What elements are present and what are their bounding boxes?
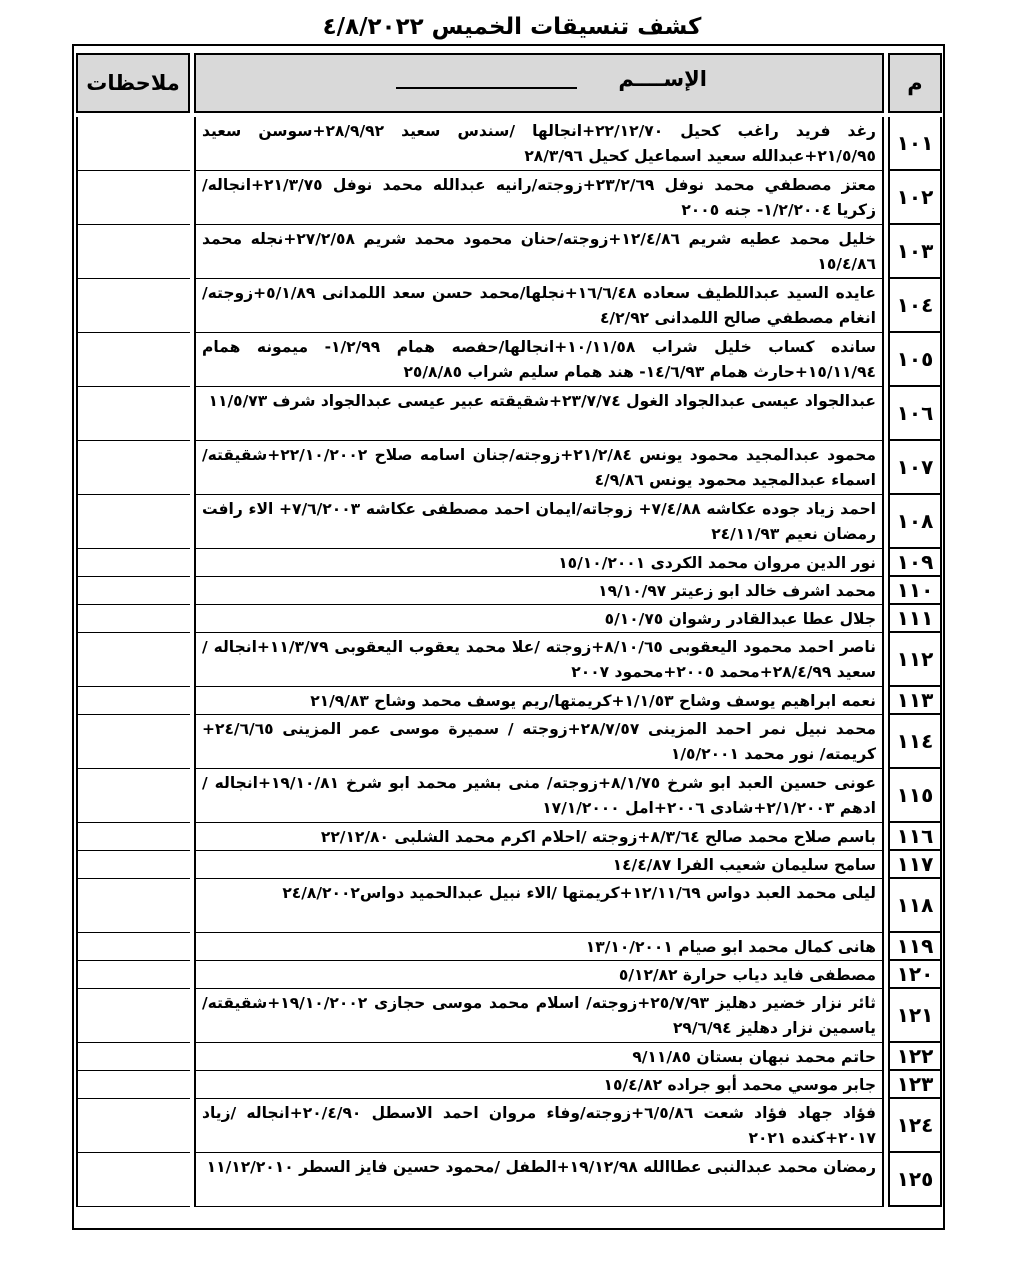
row-name-details: سانده كساب خليل شراب ١٠/١١/٥٨+انجالها/حفصه همام ١/٢/٩٩- ميمونه همام ١٥/١١/٩٤+حارث همام ١٤/٦/٩٣- هند همام سليم شراب ٢٥/٨/٨٥ (194, 333, 884, 387)
row-number: ١٠٧ (888, 441, 942, 495)
row-number: ١١٣ (888, 687, 942, 715)
table-row (76, 333, 942, 387)
table-row (76, 823, 942, 851)
table-row (76, 687, 942, 715)
row-number: ١٢٢ (888, 1043, 942, 1071)
row-notes (76, 1043, 190, 1071)
row-name-details: جلال عطا عبدالقادر رشوان ٥/١٠/٧٥ (194, 605, 884, 633)
table-row (76, 387, 942, 441)
row-number: ١٠٨ (888, 495, 942, 549)
row-number: ١١٤ (888, 715, 942, 769)
row-notes (76, 989, 190, 1043)
row-name-details: ليلى محمد العبد دواس ١٢/١١/٦٩+كريمتها /الاء نبيل عبدالحميد دواس٢٤/٨/٢٠٠٢ (194, 879, 884, 933)
table-row (76, 1071, 942, 1099)
row-name-details: محمد نبيل نمر احمد المزينى ٢٨/٧/٥٧+زوجته / سميرة موسى عمر المزينى ٢٤/٦/٦٥+ كريمته/ نور محمد ١/٥/٢٠٠١ (194, 715, 884, 769)
table-row (76, 851, 942, 879)
row-name-details: فؤاد جهاد فؤاد شعت ٦/٥/٨٦+زوجته/وفاء مروان احمد الاسطل ٢٠/٤/٩٠+انجاله /زياد ٢٠١٧+كنده ٢٠٢١ (194, 1099, 884, 1153)
row-number: ١١٠ (888, 577, 942, 605)
row-name-details: جابر موسي محمد أبو جراده ١٥/٤/٨٢ (194, 1071, 884, 1099)
row-notes (76, 1153, 190, 1207)
row-name-details: عبدالجواد عيسى عبدالجواد الغول ٢٣/٧/٧٤+شقيقته عبير عيسى عبدالجواد شرف ١١/٥/٧٣ (194, 387, 884, 441)
row-number: ١٠٣ (888, 225, 942, 279)
table-row (76, 715, 942, 769)
row-notes (76, 715, 190, 769)
row-notes (76, 225, 190, 279)
row-name-details: سامح سليمان شعيب الفرا ١٤/٤/٨٧ (194, 851, 884, 879)
row-notes (76, 117, 190, 171)
row-number: ١٠٥ (888, 333, 942, 387)
table-row (76, 989, 942, 1043)
table-row (76, 933, 942, 961)
header-number-label: م (907, 71, 923, 95)
row-number: ١٠٢ (888, 171, 942, 225)
row-number: ١٢٣ (888, 1071, 942, 1099)
table-row (76, 549, 942, 577)
table-row (76, 441, 942, 495)
table-row (76, 1153, 942, 1207)
row-notes (76, 851, 190, 879)
row-number: ١٢١ (888, 989, 942, 1043)
header-name-label: الإســــم (618, 67, 707, 91)
table-row (76, 961, 942, 989)
row-name-details: نور الدين مروان محمد الكردى ١٥/١٠/٢٠٠١ (194, 549, 884, 577)
row-notes (76, 769, 190, 823)
row-name-details: مصطفى فايد دياب حرارة ٥/١٢/٨٢ (194, 961, 884, 989)
row-name-details: ناصر احمد محمود اليعقوبى ٨/١٠/٦٥+زوجته /علا محمد يعقوب اليعقوبى ١١/٣/٧٩+انجاله /سعيد ٢٨/٤/٩٩+محمد ٢٠٠٥+محمود ٢٠٠٧ (194, 633, 884, 687)
row-notes (76, 441, 190, 495)
row-number: ١١٦ (888, 823, 942, 851)
row-name-details: رغد فريد راغب كحيل ٢٢/١٢/٧٠+انجالها /سندس سعيد ٢٨/٩/٩٢+سوسن سعيد ٢١/٥/٩٥+عبدالله سعيد اسماعيل كحيل ٢٨/٣/٩٦ (194, 117, 884, 171)
row-number: ١١٨ (888, 879, 942, 933)
row-name-details: نعمه ابراهيم يوسف وشاح ١/١/٥٣+كريمتها/ريم يوسف محمد وشاح ٢١/٩/٨٣ (194, 687, 884, 715)
row-notes (76, 279, 190, 333)
header-notes-label: ملاحظات (86, 71, 180, 95)
row-notes (76, 823, 190, 851)
row-notes (76, 495, 190, 549)
table-row (76, 879, 942, 933)
row-notes (76, 633, 190, 687)
table-row (76, 633, 942, 687)
row-number: ١٢٠ (888, 961, 942, 989)
table-row (76, 279, 942, 333)
header-name (194, 53, 884, 113)
row-notes (76, 549, 190, 577)
row-name-details: حاتم محمد نبهان بستان ٩/١١/٨٥ (194, 1043, 884, 1071)
table-row (76, 1099, 942, 1153)
row-number: ١٢٤ (888, 1099, 942, 1153)
row-number: ١٠٩ (888, 549, 942, 577)
row-notes (76, 933, 190, 961)
row-number: ١٠٤ (888, 279, 942, 333)
row-number: ١١٥ (888, 769, 942, 823)
table-body (76, 117, 942, 1207)
row-notes (76, 605, 190, 633)
row-notes (76, 687, 190, 715)
row-number: ١١٢ (888, 633, 942, 687)
row-notes (76, 1071, 190, 1099)
row-name-details: خليل محمد عطيه شريم ١٢/٤/٨٦+زوجته/حنان محمود محمد شريم ٢٧/٢/٥٨+نجله محمد ١٥/٤/٨٦ (194, 225, 884, 279)
page-title: كشف تنسيقات الخميس ٤/٨/٢٠٢٢ (322, 14, 702, 40)
row-name-details: رمضان محمد عبدالنبى عطاالله ١٩/١٢/٩٨+الطفل /محمود حسين فايز السطر ١١/١٢/٢٠١٠ (194, 1153, 884, 1207)
row-notes (76, 333, 190, 387)
header-name-underline (396, 87, 577, 89)
row-name-details: عونى حسين العبد ابو شرخ ٨/١/٧٥+زوجته/ منى بشير محمد ابو شرخ ١٩/١٠/٨١+انجاله /ادهم ٢/١/٢٠٠٣+شادى ٢٠٠٦+امل ١٧/١/٢٠٠٠ (194, 769, 884, 823)
row-name-details: ثائر نزار خضير دهليز ٢٥/٧/٩٣+زوجته/ اسلام محمد موسى حجازى ١٩/١٠/٢٠٠٢+شقيقته/ياسمين نزار دهليز ٢٩/٦/٩٤ (194, 989, 884, 1043)
row-number: ١٠١ (888, 117, 942, 171)
table-row (76, 605, 942, 633)
table-row (76, 495, 942, 549)
table-row (76, 769, 942, 823)
row-name-details: احمد زياد جوده عكاشه ٧/٤/٨٨+ زوجاته/ايمان احمد مصطفى عكاشه ٧/٦/٢٠٠٣+ الاء رافت رمضان نعيم ٢٤/١١/٩٣ (194, 495, 884, 549)
table-row (76, 171, 942, 225)
table-row (76, 577, 942, 605)
header-notes (76, 53, 190, 113)
row-notes (76, 961, 190, 989)
row-notes (76, 1099, 190, 1153)
table-row (76, 225, 942, 279)
row-name-details: باسم صلاح محمد صالح ٨/٣/٦٤+زوجته /احلام اكرم محمد الشلبى ٢٢/١٢/٨٠ (194, 823, 884, 851)
row-number: ١١١ (888, 605, 942, 633)
table-row (76, 1043, 942, 1071)
row-notes (76, 171, 190, 225)
row-number: ١٠٦ (888, 387, 942, 441)
table-header (76, 53, 942, 116)
header-number (888, 53, 942, 113)
row-notes (76, 577, 190, 605)
row-notes (76, 387, 190, 441)
table-row (76, 117, 942, 171)
row-name-details: محمد اشرف خالد ابو زعيتر ١٩/١٠/٩٧ (194, 577, 884, 605)
row-number: ١٢٥ (888, 1153, 942, 1207)
row-number: ١١٩ (888, 933, 942, 961)
row-number: ١١٧ (888, 851, 942, 879)
row-name-details: محمود عبدالمجيد محمود يونس ٢١/٢/٨٤+زوجته/جنان اسامه صلاح ٢٢/١٠/٢٠٠٢+شقيقته/اسماء عبدالمجيد محمود يونس ٤/٩/٨٦ (194, 441, 884, 495)
row-notes (76, 879, 190, 933)
row-name-details: هانى كمال محمد ابو صيام ١٣/١٠/٢٠٠١ (194, 933, 884, 961)
row-name-details: عايده السيد عبداللطيف سعاده ١٦/٦/٤٨+نجلها/محمد حسن سعد اللمدانى ٥/١/٨٩+زوجته/انغام مصطفي صالح اللمدانى ٤/٢/٩٢ (194, 279, 884, 333)
row-name-details: معتز مصطفي محمد نوفل ٢٣/٢/٦٩+زوجته/رانيه عبدالله محمد نوفل ٢١/٣/٧٥+انجاله/زكريا ١/٢/٢٠٠٤- جنه ٢٠٠٥ (194, 171, 884, 225)
